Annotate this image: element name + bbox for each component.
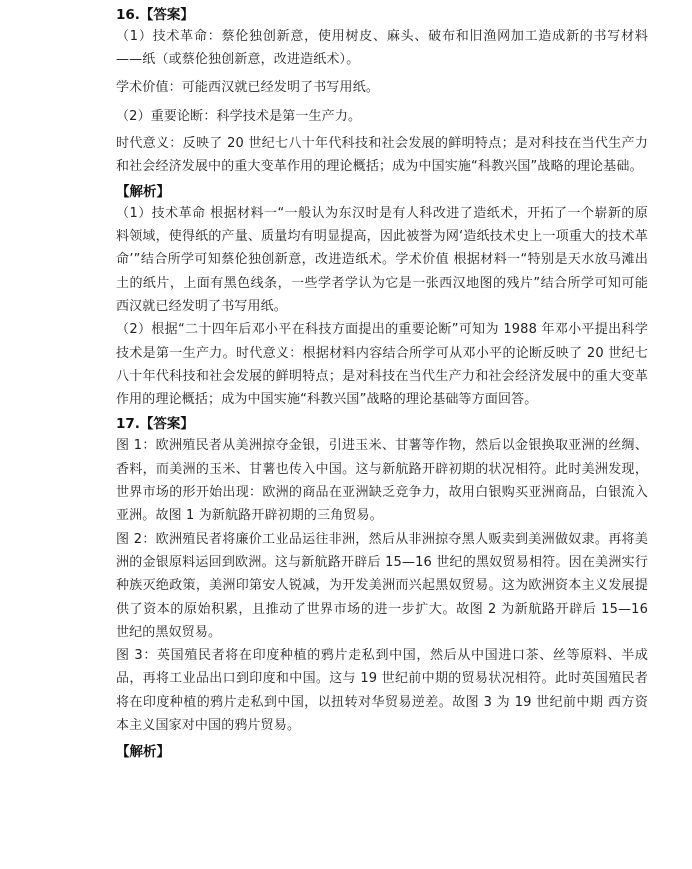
q17-answer-figure3: 图 3：英国殖民者将在印度种植的鸦片走私到中国，然后从中国进口茶、丝等原料、半成品，再将工业品出口到印度和中国。这与 19 世纪前中期的贸易状况相符。此时英国殖民者将在印度种植的鸦片走私到中国，以扭转对华贸易逆差。故图 3 为 19 世纪前中期 西方资本主义国家对中国的鸦片贸易。 [116, 648, 648, 734]
q16-answer-academic-value: 学术价值：可能西汉就已经发明了书写用纸。 [116, 79, 380, 95]
q17-analysis-heading: 【解析】 [116, 744, 170, 761]
q16-answer-part1: （1）技术革命：蔡伦独创新意，使用树皮、麻头、破布和旧渔网加工造成新的书写材料——纸（或蔡伦独创新意，改进造纸术）。 [116, 29, 648, 68]
q16-answer-part2: （2）重要论断：科学技术是第一生产力。 [116, 108, 362, 124]
q17-answer-figure2: 图 2：欧洲殖民者将廉价工业品运往非洲，然后从非洲掠夺黑人贩卖到美洲做奴隶。再将美洲的金银原料运回到欧洲。这与新航路开辟后 15—16 世纪的黑奴贸易相符。因在美洲实行种族灭绝政策，美洲印第安人锐减，为开发美洲而兴起黑奴贸易。这为欧洲资本主义发展提供了资本的原始积累，且推动了世界市场的进一步扩大。故图 2 为新航路开辟后 15—16 世纪的黑奴贸易。 [116, 531, 648, 640]
q16-answer-significance: 时代意义：反映了 20 世纪七八十年代科技和社会发展的鲜明特点；是对科技在当代生产力和社会经济发展中的重大变革作用的理论概括；成为中国实施“科教兴国”战略的理论基础。 [116, 136, 648, 175]
question-17-heading: 17.【答案】 [116, 416, 194, 433]
q16-analysis-part2: （2）根据“二十四年后邓小平在科技方面提出的重要论断”可知为 1988 年邓小平提出科学技术是第一生产力。时代意义：根据材料内容结合所学可从邓小平的论断反映了 20 世纪七八十年代科技和社会发展的鲜明特点；是对科技在当代生产力和社会经济发展中的重大变革作用的理论概括；成为中国实施“科教兴国”战略的理论基础等方面回答。 [116, 322, 648, 408]
question-16-heading: 16.【答案】 [116, 7, 194, 23]
q16-analysis-part1: （1）技术革命 根据材料一“一般认为东汉时是有人科改进了造纸术，开拓了一个崭新的原料领域，使得纸的产量、质量均有明显提高，因此被誉为网‘造纸技术史上一项重大的技术革命’”结合所学可知蔡伦独创新意，改进造纸术。学术价值 根据材料一“特别是天水放马滩出土的纸片，上面有黑色线条，一些学者学认为它是一张西汉地图的残片”结合所学可知可能西汉就已经发明了书写用纸。 [116, 205, 648, 314]
q17-answer-figure1: 图 1：欧洲殖民者从美洲掠夺金银，引进玉米、甘薯等作物，然后以金银换取亚洲的丝绸、香料，而美洲的玉米、甘薯也传入中国。这与新航路开辟初期的状况相符。此时美洲发现，世界市场的形开始出现：欧洲的商品在亚洲缺乏竞争力，故用白银购买亚洲商品，白银流入亚洲。故图 1 为新航路开辟初期的三角贸易。 [116, 438, 648, 524]
question-17 [116, 415, 648, 762]
question-16 [116, 6, 648, 411]
q16-analysis-heading: 【解析】 [116, 183, 170, 200]
